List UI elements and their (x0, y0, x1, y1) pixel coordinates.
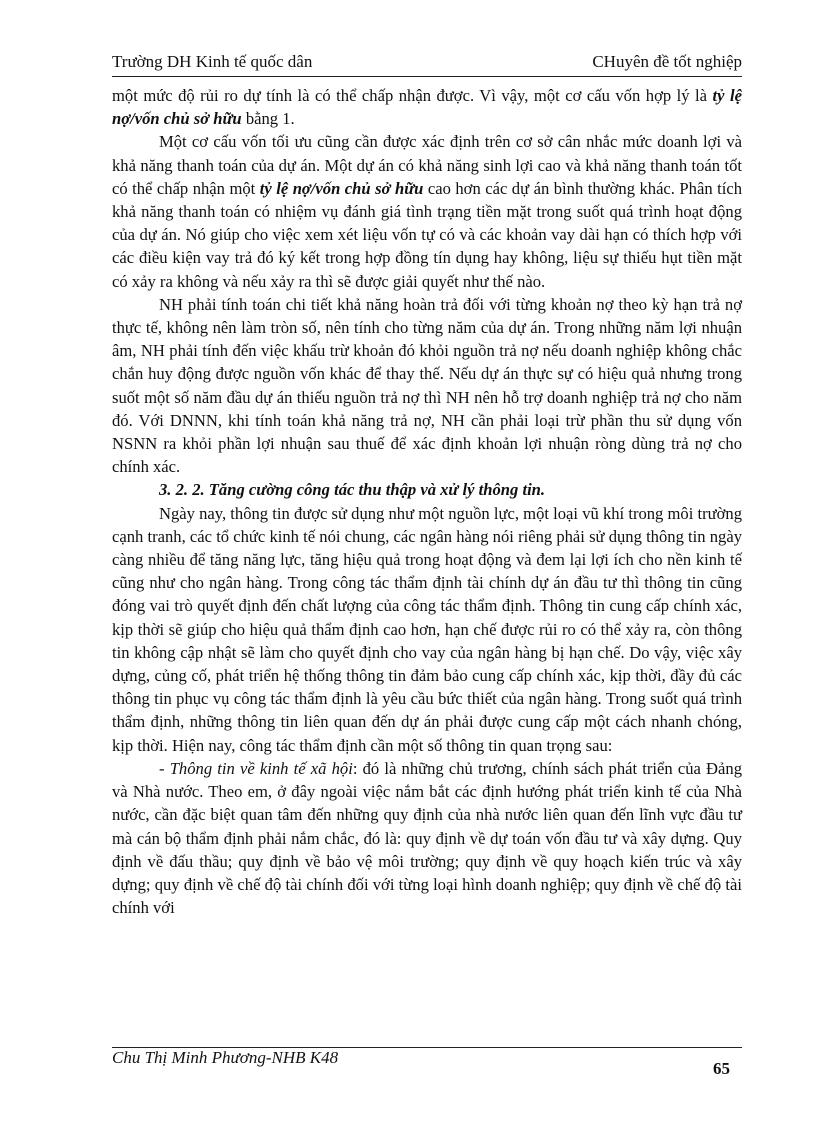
page-footer (112, 1047, 742, 1088)
paragraph-1 (112, 84, 742, 130)
paragraph-1-tail: bằng 1. (241, 109, 295, 129)
footer-author: Chu Thị Minh Phương-NHB K48 (112, 1048, 339, 1067)
page-number: 65 (713, 1059, 730, 1078)
paragraph-2-text: Một cơ cấu vốn tối ưu cũng cần được xác định trên cơ sở cân nhắc mức doanh lợi và khả năng thanh toán của dự án. Một dự án có khả năng sinh lợi cao và khả năng thanh toán tốt có thể chấp nhận một (112, 132, 742, 198)
italic-term-socioeconomic-info: - Thông tin về kinh tế xã hội (159, 758, 353, 778)
paragraph-4: Ngày nay, thông tin được sử dụng như một nguồn lực, một loại vũ khí trong môi trường cạnh tranh, các tổ chức kinh tế nói chung, các ngân hàng nói riêng phải sử dụng thông tin ngày càng nhiều để tăng năng lực, tăng hiệu quả trong hoạt động và đem lại lợi ích cho nền kinh tế cũng như cho ngân hàng. Trong công tác thẩm định tài chính dự án đầu tư thì thông tin cũng đóng vai trò quyết định đến chất lượng của công tác thẩm định. Thông tin cung cấp chính xác, kịp thời sẽ giúp cho hiệu quả thẩm định cao hơn, hạn chế được rủi ro có thể xảy ra, còn thông tin không cập nhật sẽ làm cho quyết định cho vay của ngân hàng bị hạn chế. Do vậy, việc xây dựng, củng cố, phát triển hệ thống thông tin đảm bảo cung cấp chính xác, kịp thời, đầy đủ các thông tin phục vụ công tác thẩm định là yêu cầu bức thiết của ngân hàng. Trong suốt quá trình thẩm định, những thông tin liên quan đến dự án phải được cung cấp một cách nhanh chóng, kịp thời. Hiện nay, công tác thẩm định cần một số thông tin quan trọng sau: (112, 503, 742, 755)
paragraph-1-text: một mức độ rủi ro dự tính là có thể chấp nhận được. Vì vậy, một cơ cấu vốn hợp lý là (112, 86, 713, 105)
paragraph-3: NH phải tính toán chi tiết khả năng hoàn trả đối với từng khoản nợ theo kỳ hạn trả nợ thực tế, không nên làm tròn số, nên tính cho từng năm của dự án. Trong những năm lợi nhuận âm, NH phải tính đến việc khấu trừ khoản đó khỏi nguồn trả nợ nếu doanh nghiệp không chắc chắn huy động được nguồn vốn khác để thay thế. Nếu dự án thực sự có hiệu quả nhưng trong suốt một số năm đầu dự án thiếu nguồn trả nợ thì NH nên hỗ trợ doanh nghiệp trả nợ cho năm đó. Với DNNN, khi tính toán khả năng trả nợ, NH cần phải loại trừ phần thu sử dụng vốn NSNN ra khỏi phần lợi nhuận sau thuế để xác định khoản lợi nhuận ròng dùng trả nợ cho chính xác. (112, 294, 742, 477)
header-document-type: CHuyên đề tốt nghiệp (592, 52, 742, 71)
header-university: Trường DH Kinh tế quốc dân (112, 52, 313, 71)
emphasis-debt-equity-ratio: tỷ lệ nợ/vốn chủ sở hữu (259, 178, 424, 198)
paragraph-2 (112, 130, 742, 292)
paragraph-5-text: : đó là những chủ trương, chính sách phát triển của Đảng và Nhà nước. Theo em, ở đây ngoài việc nắm bắt các định hướng phát triển kinh tế của Nhà nước, cần đặc biệt quan tâm đến những quy định của nhà nước liên quan đến lĩnh vực đầu tư mà cán bộ thẩm định phải nắm chắc, đó là: quy định về dự toán vốn đầu tư và xây dựng. Quy định về đấu thầu; quy định về bảo vệ môi trường; quy định về quy hoạch kiến trúc và xây dựng; quy định về chế độ tài chính đối với từng loại hình doanh nghiệp; quy định về chế độ tài chính với (112, 758, 743, 918)
emphasis-debt-equity-ratio: tỷ lệ nợ/vốn chủ sở hữu (112, 86, 742, 129)
section-heading: 3. 2. 2. Tăng cường công tác thu thập và xử lý thông tin. (159, 480, 546, 500)
document-body (112, 84, 742, 919)
page-header (112, 50, 742, 77)
paragraph-2-tail: cao hơn các dự án bình thường khác. Phân tích khả năng thanh toán có nhiệm vụ đánh giá tình trạng tiền mặt trong suốt quá trình hoạt động của dự án. Nó giúp cho việc xem xét liệu vốn tự có và các khoản vay dài hạn có thích hợp với các điều kiện vay trả đó ký kết trong hợp đồng tín dụng hay không, liệu sự thiếu hụt tiền mặt có xảy ra không và nếu xảy ra thì sẽ được giải quyết như thế nào. (112, 178, 742, 291)
paragraph-5 (112, 757, 742, 919)
